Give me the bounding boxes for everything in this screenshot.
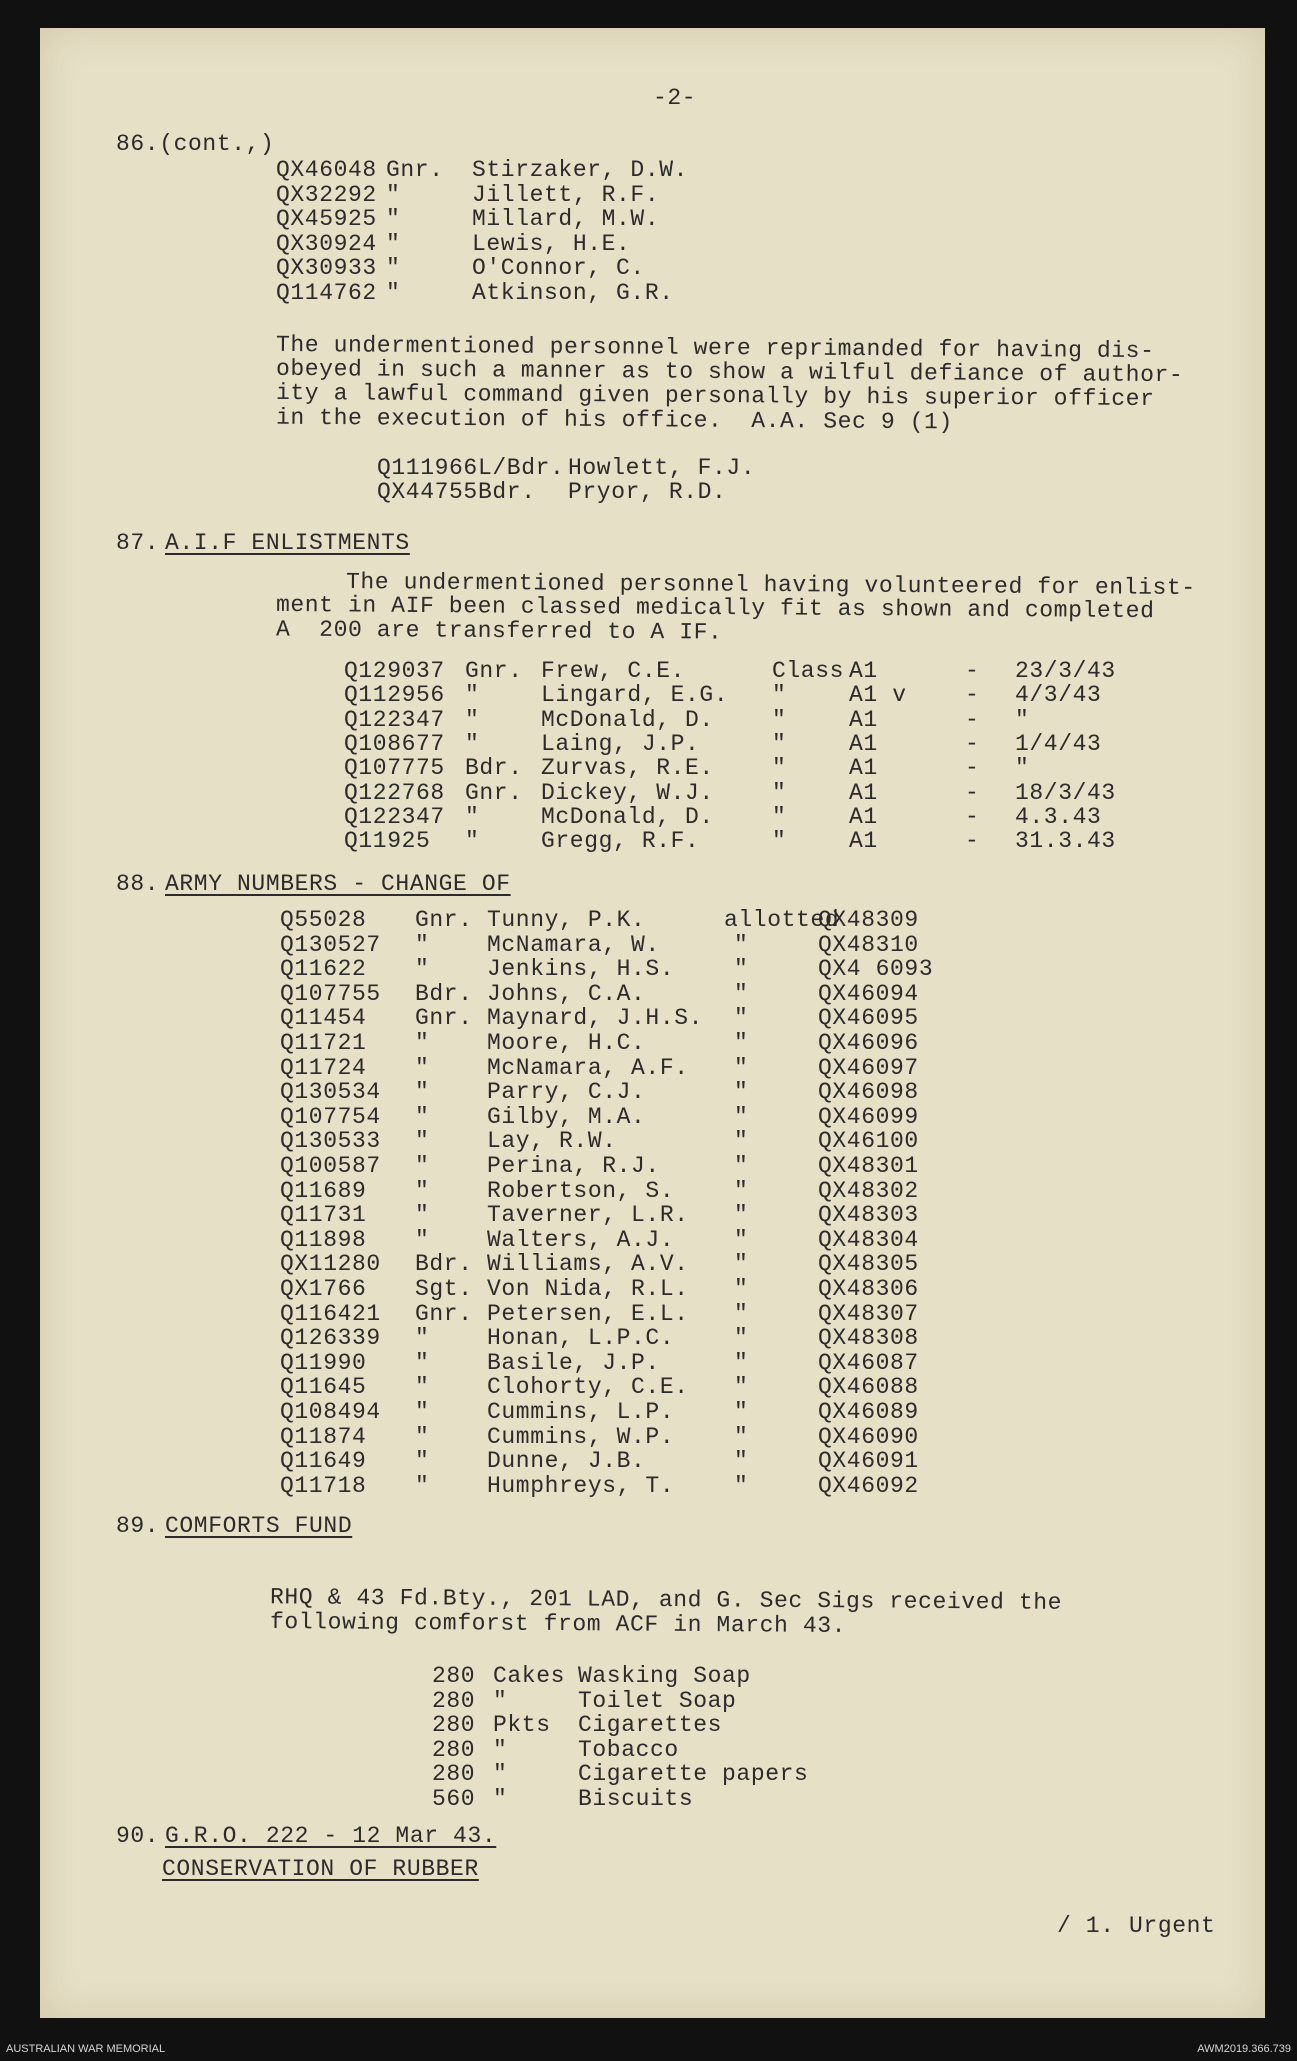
s87-army-number: Q11925: [344, 828, 431, 855]
section-88-number: 88.: [116, 871, 160, 897]
s87-class: ": [772, 730, 787, 757]
s88-ditto: ": [734, 1226, 749, 1253]
section-86-heading: 86.(cont.,): [116, 131, 275, 157]
s87-paragraph-line: The undermentioned personnel having volunteered for enlist-: [345, 569, 1196, 601]
s86-paragraph-line: The undermentioned personnel were reprimanded for having dis-: [275, 331, 1155, 365]
s87-date: 18/3/43: [1015, 779, 1116, 806]
s87-dash: -: [965, 779, 980, 806]
s88-old-number: Q100587: [280, 1153, 381, 1179]
s87-dash: -: [965, 682, 980, 709]
s89-unit: Pkts: [493, 1712, 551, 1738]
s88-old-number: Q130527: [280, 931, 381, 958]
s87-date: 4/3/43: [1015, 682, 1102, 709]
s89-unit: ": [493, 1785, 508, 1812]
s88-new-number: QX48305: [818, 1251, 919, 1278]
s87-army-number: Q122768: [344, 779, 445, 806]
s86-rank: ": [386, 181, 401, 208]
s88-name: Maynard, J.H.S.: [487, 1005, 704, 1032]
s86-paragraph-line: in the execution of his office. A.A. Sec 9 (1): [275, 404, 953, 436]
s88-ditto: ": [734, 1153, 749, 1179]
s86-rank: ": [386, 230, 401, 257]
s87-class: ": [772, 706, 787, 733]
s87-grade: A1: [849, 779, 878, 806]
s88-rank: ": [415, 1054, 430, 1081]
s86-paragraph-line: ity a lawful command given personally by his superior officer: [275, 379, 1155, 413]
s88-rank: ": [415, 956, 430, 983]
s88-rank: ": [415, 1030, 430, 1056]
s87-class: ": [772, 779, 787, 806]
continuation-note: / 1. Urgent: [1057, 1913, 1216, 1939]
s86-name: Millard, M.W.: [472, 206, 660, 232]
s86-paragraph-line: obeyed in such a manner as to show a wilful defiance of author-: [275, 355, 1184, 389]
s88-ditto: ": [734, 1202, 749, 1229]
s89-unit: ": [493, 1761, 508, 1787]
s88-rank: ": [415, 1349, 430, 1376]
s88-old-number: Q108494: [280, 1399, 381, 1425]
s89-quantity: 280: [432, 1687, 476, 1714]
s87-rank: ": [465, 730, 480, 757]
s88-name: Williams, A.V.: [487, 1251, 689, 1278]
s88-allotted-label: allotted: [724, 907, 840, 933]
s88-old-number: Q11649: [280, 1448, 367, 1475]
s86-rank: Bdr.: [478, 479, 536, 505]
s88-name: Petersen, E.L.: [487, 1300, 689, 1327]
s88-old-number: Q55028: [280, 907, 367, 933]
s87-name: Gregg, R.F.: [541, 828, 700, 855]
s88-old-number: QX1766: [280, 1276, 367, 1302]
s88-old-number: Q11454: [280, 1005, 367, 1032]
s88-rank: Bdr.: [415, 980, 473, 1007]
s87-name: McDonald, D.: [541, 706, 714, 733]
s88-old-number: Q107754: [280, 1103, 381, 1130]
s88-new-number: QX48310: [818, 931, 919, 958]
s88-name: Gilby, M.A.: [487, 1103, 646, 1130]
s87-grade: A1: [849, 658, 878, 684]
s88-new-number: QX46092: [818, 1472, 919, 1499]
s88-name: Cummins, L.P.: [487, 1399, 675, 1425]
s89-item: Biscuits: [578, 1785, 694, 1812]
s88-ditto: ": [734, 980, 749, 1007]
s88-old-number: Q130533: [280, 1128, 381, 1155]
s87-rank: ": [465, 706, 480, 733]
s87-army-number: Q122347: [344, 706, 445, 733]
s87-name: Lingard, E.G.: [541, 682, 729, 709]
s87-grade: A1: [849, 803, 878, 830]
section-87-title: A.I.F ENLISTMENTS: [165, 530, 410, 556]
s89-quantity: 560: [432, 1785, 476, 1812]
s89-paragraph-line: following comforst from ACF in March 43.: [269, 1608, 847, 1640]
s89-unit: Cakes: [493, 1663, 566, 1689]
s88-rank: ": [415, 1177, 430, 1204]
s87-grade: A1: [849, 755, 878, 782]
s88-old-number: Q116421: [280, 1300, 381, 1327]
s88-new-number: QX46090: [818, 1423, 919, 1450]
s87-rank: Gnr.: [465, 658, 523, 684]
s89-quantity: 280: [432, 1761, 476, 1787]
s88-rank: Gnr.: [415, 907, 473, 933]
s87-army-number: Q122347: [344, 803, 445, 830]
s86-army-number: QX32292: [276, 181, 377, 208]
s88-name: Von Nida, R.L.: [487, 1276, 689, 1302]
s88-new-number: QX46087: [818, 1349, 919, 1376]
s88-name: Clohorty, C.E.: [487, 1374, 689, 1401]
s88-rank: Sgt.: [415, 1276, 473, 1302]
s88-old-number: Q11724: [280, 1054, 367, 1081]
s88-ditto: ": [734, 1030, 749, 1056]
s86-name: Jillett, R.F.: [472, 181, 660, 208]
s87-rank: ": [465, 682, 480, 709]
s87-name: Zurvas, R.E.: [541, 755, 714, 782]
s87-army-number: Q108677: [344, 730, 445, 757]
s87-name: Frew, C.E.: [541, 658, 686, 684]
s88-old-number: QX11280: [280, 1251, 381, 1278]
section-90-number: 90.: [116, 1823, 160, 1849]
s88-old-number: Q11718: [280, 1472, 367, 1499]
s87-dash: -: [965, 755, 980, 782]
s87-rank: Bdr.: [465, 755, 523, 782]
s87-dash: -: [965, 658, 980, 684]
s88-name: Walters, A.J.: [487, 1226, 675, 1253]
s86-army-number: QX30933: [276, 255, 377, 281]
s88-new-number: QX48301: [818, 1153, 919, 1179]
s87-dash: -: [965, 706, 980, 733]
s88-rank: ": [415, 1448, 430, 1475]
s88-old-number: Q130534: [280, 1079, 381, 1106]
s87-date: ": [1015, 755, 1030, 782]
s88-ditto: ": [734, 956, 749, 983]
s88-new-number: QX48308: [818, 1325, 919, 1352]
s86-rank: Gnr.: [386, 157, 444, 183]
s88-ditto: ": [734, 1349, 749, 1376]
s86-rank: L/Bdr.: [478, 455, 565, 481]
s89-item: Tobacco: [578, 1736, 679, 1763]
s86-army-number: QX44755: [377, 479, 478, 505]
s88-rank: ": [415, 1226, 430, 1253]
s88-name: Jenkins, H.S.: [487, 956, 675, 983]
s88-name: Tunny, P.K.: [487, 907, 646, 933]
s87-name: Dickey, W.J.: [541, 779, 714, 806]
s88-name: Basile, J.P.: [487, 1349, 660, 1376]
s88-name: Perina, R.J.: [487, 1153, 660, 1179]
s87-class: ": [772, 682, 787, 709]
s87-class: Class: [772, 658, 845, 684]
s86-army-number: QX30924: [276, 230, 377, 257]
s88-rank: ": [415, 1103, 430, 1130]
s89-unit: ": [493, 1736, 508, 1763]
s89-quantity: 280: [432, 1663, 476, 1689]
s88-name: Cummins, W.P.: [487, 1423, 675, 1450]
s88-new-number: QX46100: [818, 1128, 919, 1155]
section-89-number: 89.: [116, 1513, 160, 1539]
s88-old-number: Q11689: [280, 1177, 367, 1204]
s88-rank: ": [415, 931, 430, 958]
s86-name: O'Connor, C.: [472, 255, 645, 281]
s88-name: Dunne, J.B.: [487, 1448, 646, 1475]
s87-dash: -: [965, 828, 980, 855]
s88-new-number: QX48307: [818, 1300, 919, 1327]
s88-new-number: QX46096: [818, 1030, 919, 1056]
s88-ditto: ": [734, 1448, 749, 1475]
section-90-subtitle: CONSERVATION OF RUBBER: [162, 1856, 479, 1882]
s88-ditto: ": [734, 1128, 749, 1155]
s87-name: Laing, J.P.: [541, 730, 700, 757]
s88-ditto: ": [734, 1079, 749, 1106]
section-89-title: COMFORTS FUND: [165, 1513, 353, 1539]
s88-new-number: QX48306: [818, 1276, 919, 1302]
s87-class: ": [772, 755, 787, 782]
s87-grade: A1 v: [849, 682, 907, 709]
s88-rank: ": [415, 1128, 430, 1155]
s88-new-number: QX46097: [818, 1054, 919, 1081]
section-90-title: G.R.O. 222 - 12 Mar 43.: [165, 1823, 497, 1849]
s86-name: Atkinson, G.R.: [472, 279, 674, 306]
s86-name: Pryor, R.D.: [568, 479, 727, 505]
s88-new-number: QX46095: [818, 1005, 919, 1032]
s88-name: Robertson, S.: [487, 1177, 675, 1204]
s88-new-number: QX46098: [818, 1079, 919, 1106]
s87-rank: ": [465, 803, 480, 830]
s88-ditto: ": [734, 1423, 749, 1450]
s87-grade: A1: [849, 828, 878, 855]
s89-item: Cigarettes: [578, 1712, 723, 1738]
page-number: -2-: [653, 85, 697, 111]
s88-ditto: ": [734, 1005, 749, 1032]
s88-rank: ": [415, 1153, 430, 1179]
footer-institution: AUSTRALIAN WAR MEMORIAL: [6, 2043, 166, 2055]
s87-class: ": [772, 803, 787, 830]
footer-accession-number: AWM2019.366.739: [1197, 2043, 1291, 2055]
s88-new-number: QX46088: [818, 1374, 919, 1401]
s88-name: Honan, L.P.C.: [487, 1325, 675, 1352]
s87-name: McDonald, D.: [541, 803, 714, 830]
s87-army-number: Q107775: [344, 755, 445, 782]
s87-paragraph-line: ment in AIF been classed medically fit as shown and completed: [275, 591, 1155, 625]
s86-army-number: Q114762: [276, 279, 377, 306]
s87-grade: A1: [849, 706, 878, 733]
s88-old-number: Q11721: [280, 1030, 367, 1056]
s88-name: McNamara, W.: [487, 931, 660, 958]
s87-grade: A1: [849, 730, 878, 757]
s86-army-number: Q111966: [377, 455, 478, 481]
s86-name: Lewis, H.E.: [472, 230, 631, 257]
s87-date: 1/4/43: [1015, 730, 1102, 757]
s86-rank: ": [386, 279, 401, 306]
s88-rank: ": [415, 1423, 430, 1450]
s87-army-number: Q129037: [344, 658, 445, 684]
s88-rank: ": [415, 1202, 430, 1229]
s87-date: ": [1015, 706, 1030, 733]
s87-date: 23/3/43: [1015, 658, 1116, 684]
s88-name: Johns, C.A.: [487, 980, 646, 1007]
s88-name: Taverner, L.R.: [487, 1202, 689, 1229]
s88-name: Humphreys, T.: [487, 1472, 675, 1499]
s88-new-number: QX46089: [818, 1399, 919, 1425]
s88-ditto: ": [734, 1300, 749, 1327]
s88-new-number: QX46099: [818, 1103, 919, 1130]
s88-ditto: ": [734, 931, 749, 958]
s88-rank: ": [415, 1079, 430, 1106]
s88-new-number: QX48302: [818, 1177, 919, 1204]
s88-ditto: ": [734, 1054, 749, 1081]
s89-item: Wasking Soap: [578, 1663, 751, 1689]
s86-army-number: QX46048: [276, 157, 377, 183]
s87-class: ": [772, 828, 787, 855]
s86-name: Howlett, F.J.: [568, 455, 756, 481]
s88-ditto: ": [734, 1325, 749, 1352]
s87-dash: -: [965, 730, 980, 757]
section-88-title: ARMY NUMBERS - CHANGE OF: [165, 871, 511, 897]
s89-quantity: 280: [432, 1712, 476, 1738]
s88-name: Parry, C.J.: [487, 1079, 646, 1106]
s88-old-number: Q11731: [280, 1202, 367, 1229]
s87-rank: ": [465, 828, 480, 855]
s89-unit: ": [493, 1687, 508, 1714]
s87-dash: -: [965, 803, 980, 830]
s88-old-number: Q126339: [280, 1325, 381, 1352]
s88-rank: ": [415, 1472, 430, 1499]
s88-rank: ": [415, 1399, 430, 1425]
s88-new-number: QX46091: [818, 1448, 919, 1475]
s88-new-number: QX48309: [818, 907, 919, 933]
s88-old-number: Q11898: [280, 1226, 367, 1253]
s88-rank: Gnr.: [415, 1005, 473, 1032]
document-page: [40, 28, 1265, 2018]
s89-paragraph-line: RHQ & 43 Fd.Bty., 201 LAD, and G. Sec Sigs received the: [269, 1584, 1063, 1616]
section-87-number: 87.: [116, 530, 160, 556]
s87-date: 31.3.43: [1015, 828, 1116, 855]
s88-rank: ": [415, 1325, 430, 1352]
s87-date: 4.3.43: [1015, 803, 1102, 830]
s88-ditto: ": [734, 1251, 749, 1278]
s88-name: Lay, R.W.: [487, 1128, 617, 1155]
s88-ditto: ": [734, 1374, 749, 1401]
s87-army-number: Q112956: [344, 682, 445, 709]
s88-old-number: Q11622: [280, 956, 367, 983]
s88-name: McNamara, A.F.: [487, 1054, 689, 1081]
s89-item: Cigarette papers: [578, 1761, 809, 1787]
s88-ditto: ": [734, 1276, 749, 1302]
s88-rank: ": [415, 1374, 430, 1401]
s89-quantity: 280: [432, 1736, 476, 1763]
s88-old-number: Q11645: [280, 1374, 367, 1401]
s88-ditto: ": [734, 1103, 749, 1130]
s86-name: Stirzaker, D.W.: [472, 157, 689, 183]
s88-old-number: Q11874: [280, 1423, 367, 1450]
s88-ditto: ": [734, 1399, 749, 1425]
s88-new-number: QX46094: [818, 980, 919, 1007]
s88-ditto: ": [734, 1472, 749, 1499]
s86-rank: ": [386, 255, 401, 281]
s88-ditto: ": [734, 1177, 749, 1204]
s88-new-number: QX48303: [818, 1202, 919, 1229]
s88-name: Moore, H.C.: [487, 1030, 646, 1056]
s88-rank: Bdr.: [415, 1251, 473, 1278]
s88-rank: Gnr.: [415, 1300, 473, 1327]
s88-new-number: QX4 6093: [818, 956, 934, 983]
s89-item: Toilet Soap: [578, 1687, 737, 1714]
s88-old-number: Q11990: [280, 1349, 367, 1376]
s88-old-number: Q107755: [280, 980, 381, 1007]
s88-new-number: QX48304: [818, 1226, 919, 1253]
s86-rank: ": [386, 206, 401, 232]
s86-army-number: QX45925: [276, 206, 377, 232]
s87-rank: Gnr.: [465, 779, 523, 806]
s87-paragraph-line: A 200 are transferred to A IF.: [275, 616, 723, 646]
